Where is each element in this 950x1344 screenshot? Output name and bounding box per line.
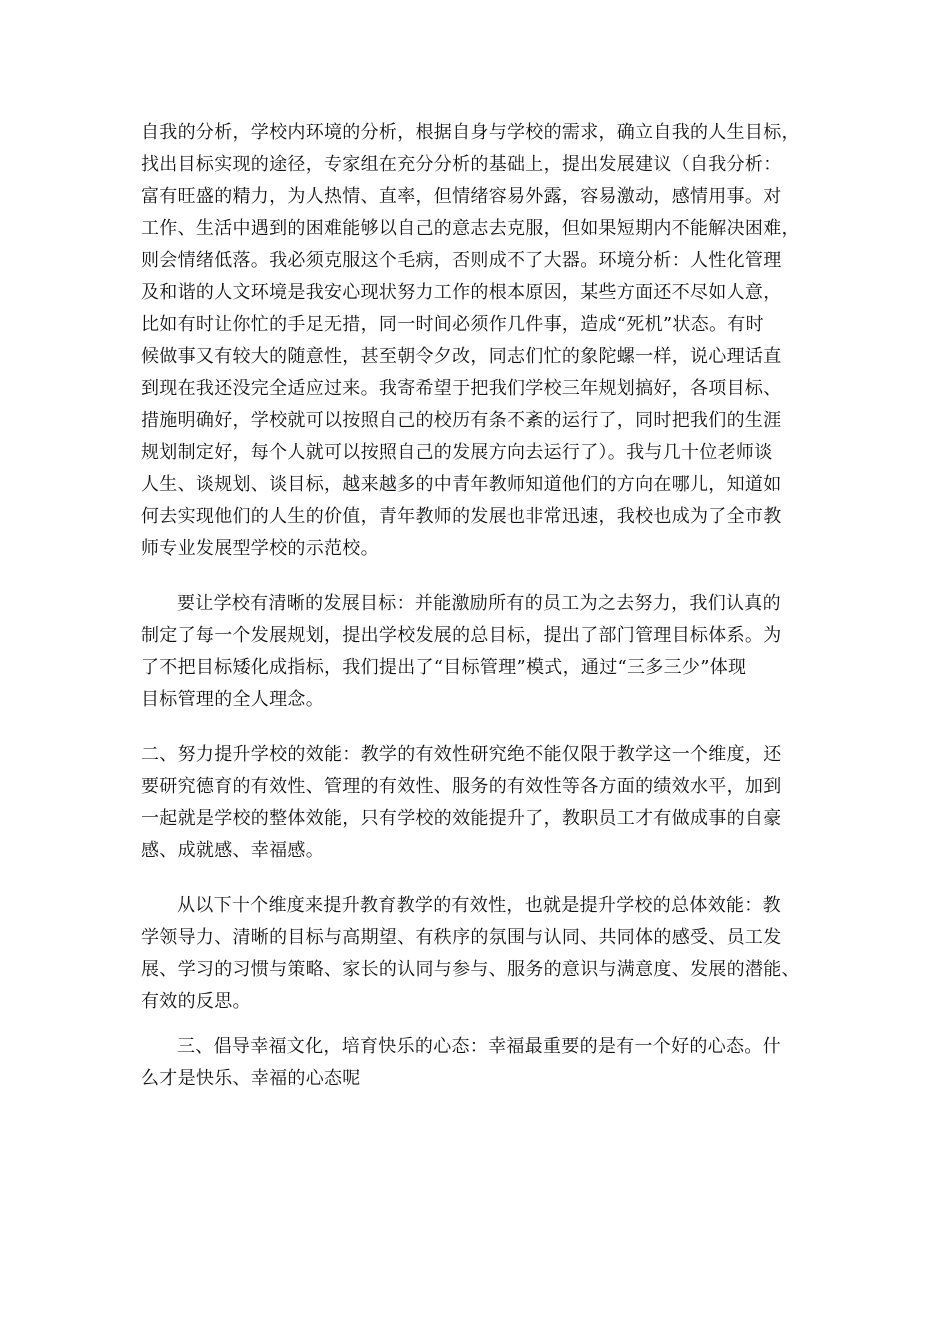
text-line: 么才是快乐、幸福的心态呢: [141, 1068, 361, 1089]
paragraph-school-effectiveness: [141, 739, 831, 867]
text-line: 从以下十个维度来提升教育教学的有效性，也就是提升学校的总体效能：教: [177, 895, 781, 916]
paragraph-self-analysis: [141, 117, 831, 565]
text-line: 目标管理的全人理念。: [141, 689, 324, 710]
text-line: 制定了每一个发展规划，提出学校发展的总目标，提出了部门管理目标体系。为: [141, 625, 782, 646]
text-line: 找出目标实现的途径，专家组在充分分析的基础上，提出发展建议（自我分析：: [141, 154, 782, 175]
text-line: 展、学习的习惯与策略、家长的认同与参与、服务的意识与满意度、发展的潜能、: [141, 959, 800, 980]
text-line: 要让学校有清晰的发展目标：并能激励所有的员工为之去努力，我们认真的: [177, 593, 781, 614]
text-line: 人生、谈规划、谈目标，越来越多的中青年教师知道他们的方向在哪儿，知道如: [141, 474, 782, 495]
text-line: 规划制定好，每个人就可以按照自己的发展方向去运行了）。我与几十位老师谈: [141, 442, 773, 463]
text-line: 富有旺盛的精力，为人热情、直率，但情绪容易外露，容易激动，感情用事。对: [141, 186, 782, 207]
paragraph-ten-dimensions: [141, 890, 831, 1018]
text-line: 二、努力提升学校的效能：教学的有效性研究绝不能仅限于教学这一个维度，还: [141, 744, 782, 765]
text-line: 到现在我还没完全适应过来。我寄希望于把我们学校三年规划搞好，各项目标、: [141, 378, 782, 399]
text-line: 比如有时让你忙的手足无措，同一时间必须作几件事，造成“死机”状态。有时: [141, 314, 764, 335]
text-line: 候做事又有较大的随意性，甚至朝令夕改，同志们忙的象陀螺一样，说心理话直: [141, 346, 782, 367]
text-line: 了不把目标矮化成指标，我们提出了“目标管理”模式，通过“三多三少”体现: [141, 657, 747, 678]
text-line: 学领导力、清晰的目标与高期望、有秩序的氛围与认同、共同体的感受、员工发: [141, 927, 782, 948]
text-line: 三、倡导幸福文化，培育快乐的心态：幸福最重要的是有一个好的心态。什: [177, 1036, 781, 1057]
document-page: [141, 117, 831, 1095]
text-line: 措施明确好，学校就可以按照自己的校历有条不紊的运行了，同时把我们的生涯: [141, 410, 782, 431]
text-line: 要研究德育的有效性、管理的有效性、服务的有效性等各方面的绩效水平，加到: [141, 776, 782, 797]
paragraph-happiness-culture: [141, 1031, 831, 1095]
text-line: 自我的分析，学校内环境的分析，根据自身与学校的需求，确立自我的人生目标，: [141, 122, 800, 143]
text-line: 则会情绪低落。我必须克服这个毛病，否则成不了大器。环境分析：人性化管理: [141, 250, 782, 271]
text-line: 及和谐的人文环境是我安心现状努力工作的根本原因，某些方面还不尽如人意，: [141, 282, 782, 303]
text-line: 有效的反思。: [141, 991, 251, 1012]
text-line: 何去实现他们的人生的价值，青年教师的发展也非常迅速，我校也成为了全市教: [141, 506, 782, 527]
text-line: 感、成就感、幸福感。: [141, 840, 324, 861]
text-line: 工作、生活中遇到的困难能够以自己的意志去克服，但如果短期内不能解决困难，: [141, 218, 800, 239]
paragraph-development-goals: [141, 588, 831, 716]
text-line: 一起就是学校的整体效能，只有学校的效能提升了，教职员工才有做成事的自豪: [141, 808, 782, 829]
text-line: 师专业发展型学校的示范校。: [141, 538, 379, 559]
